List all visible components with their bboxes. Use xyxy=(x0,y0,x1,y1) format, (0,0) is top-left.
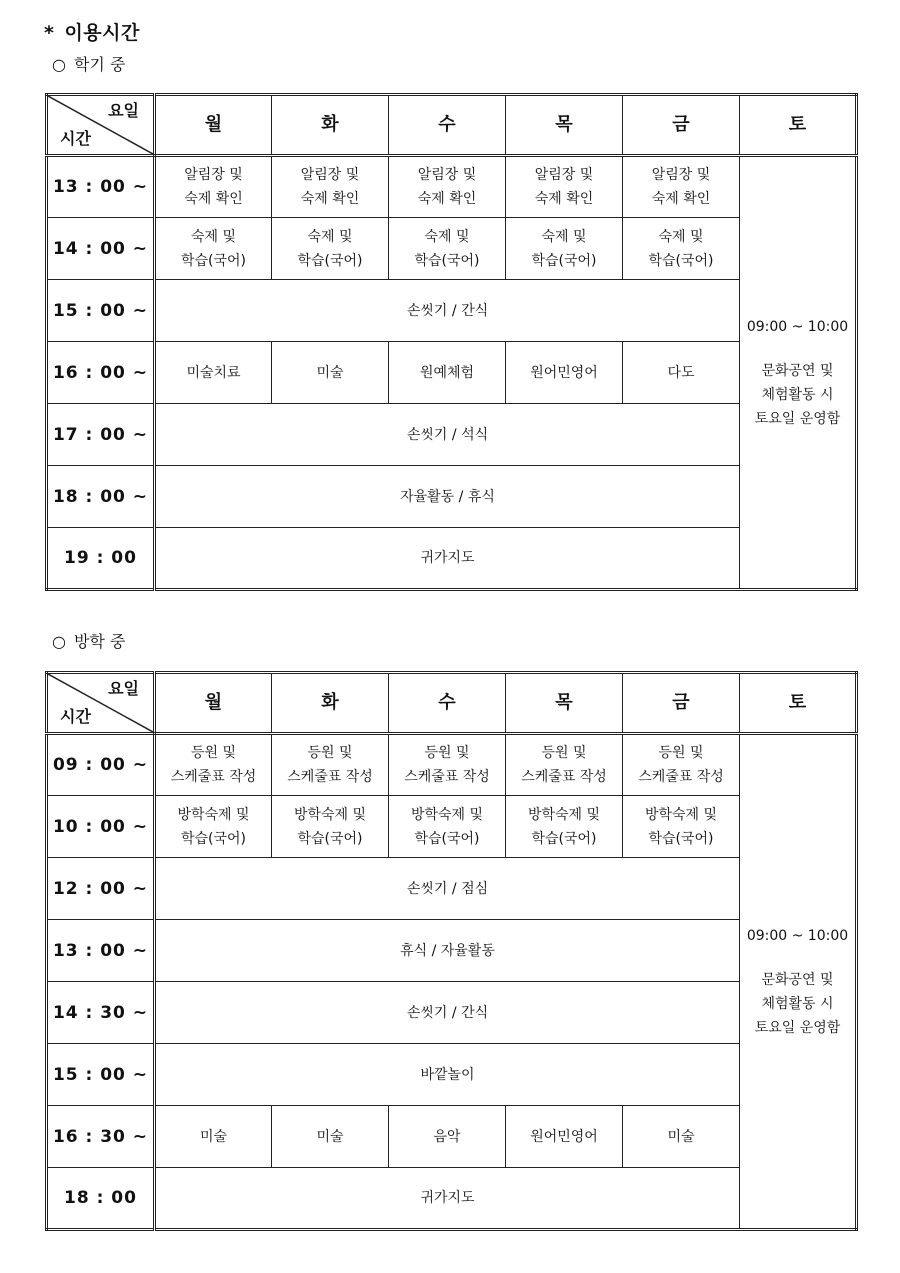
activity-cell xyxy=(272,218,389,280)
time-cell: 18 : 00 xyxy=(47,1168,155,1230)
activity-text: 숙제 확인 xyxy=(300,191,360,207)
time-cell: 15 : 00 ~ xyxy=(47,280,155,342)
activity-text: 원어민영어 xyxy=(530,1128,598,1145)
day-header: 수 xyxy=(389,95,506,156)
activity-cell xyxy=(272,796,389,858)
time-cell: 19 : 00 xyxy=(47,528,155,590)
activity-text: 방학숙제 및 xyxy=(644,806,718,823)
activity-cell-merged: 손씻기 / 간식 xyxy=(155,982,740,1044)
time-cell: 13 : 00 ~ xyxy=(47,920,155,982)
saturday-note: 문화공연 및 xyxy=(761,362,834,379)
activity-text: 학습(국어) xyxy=(180,830,247,847)
table-row xyxy=(47,528,857,590)
activity-text: 미술치료 xyxy=(186,364,241,381)
activity-cell xyxy=(389,1106,506,1168)
activity-text: 학습(국어) xyxy=(414,252,480,269)
activity-text: 알림장 및 xyxy=(534,167,594,183)
day-header: 토 xyxy=(740,95,857,156)
activity-text: 알림장 및 xyxy=(184,167,243,183)
activity-text: 숙제 확인 xyxy=(184,191,243,207)
vacation-subtitle-text: 방학 중 xyxy=(73,632,126,651)
activity-cell xyxy=(623,734,740,796)
saturday-cell xyxy=(740,156,857,590)
activity-text: 알림장 및 xyxy=(300,167,360,183)
table-row xyxy=(47,280,857,342)
activity-text: 스케줄표 작성 xyxy=(170,769,257,785)
activity-text: 스케줄표 작성 xyxy=(287,769,373,785)
activity-cell-merged: 자율활동 / 휴식 xyxy=(155,466,740,528)
activity-cell xyxy=(155,796,272,858)
activity-cell xyxy=(623,342,740,404)
activity-text: 미술 xyxy=(199,1128,228,1145)
circle-icon: ○ xyxy=(52,55,66,74)
saturday-hours: 09:00 ~ 10:00 xyxy=(746,318,849,335)
title-text: 이용시간 xyxy=(64,22,140,44)
activity-text: 미술 xyxy=(316,1128,344,1145)
activity-cell xyxy=(155,342,272,404)
day-header: 화 xyxy=(272,673,389,734)
table-row xyxy=(47,1168,857,1230)
table-row xyxy=(47,858,857,920)
activity-cell xyxy=(272,342,389,404)
time-cell: 17 : 00 ~ xyxy=(47,404,155,466)
time-cell: 14 : 30 ~ xyxy=(47,982,155,1044)
activity-cell xyxy=(506,1106,623,1168)
activity-cell xyxy=(389,796,506,858)
corner-cell xyxy=(47,673,155,734)
day-header: 목 xyxy=(506,673,623,734)
saturday-note: 문화공연 및 xyxy=(761,971,834,988)
activity-text: 숙제 확인 xyxy=(651,191,711,207)
activity-cell xyxy=(623,1106,740,1168)
day-header: 금 xyxy=(623,95,740,156)
day-header: 목 xyxy=(506,95,623,156)
activity-text: 방학숙제 및 xyxy=(293,806,367,823)
activity-text: 학습(국어) xyxy=(180,252,247,269)
activity-cell-merged: 손씻기 / 석식 xyxy=(155,404,740,466)
activity-cell xyxy=(506,156,623,218)
day-header: 월 xyxy=(155,673,272,734)
activity-text: 학습(국어) xyxy=(297,830,363,847)
time-cell: 10 : 00 ~ xyxy=(47,796,155,858)
activity-text: 학습(국어) xyxy=(297,252,363,269)
table-row xyxy=(47,342,857,404)
corner-day-label: 요일 xyxy=(108,101,139,120)
activity-cell xyxy=(155,218,272,280)
activity-text: 등원 및 xyxy=(190,745,237,761)
activity-cell xyxy=(506,218,623,280)
activity-cell xyxy=(389,342,506,404)
time-cell: 16 : 00 ~ xyxy=(47,342,155,404)
activity-cell xyxy=(389,156,506,218)
header-row xyxy=(47,95,857,156)
table-row xyxy=(47,156,857,218)
page-title xyxy=(44,18,140,45)
activity-cell-merged: 휴식 / 자율활동 xyxy=(155,920,740,982)
activity-text: 등원 및 xyxy=(658,745,704,761)
activity-text: 등원 및 xyxy=(307,745,353,761)
time-cell: 12 : 00 ~ xyxy=(47,858,155,920)
table-row xyxy=(47,796,857,858)
activity-cell xyxy=(623,156,740,218)
activity-cell-merged: 바깥놀이 xyxy=(155,1044,740,1106)
activity-text: 방학숙제 및 xyxy=(177,806,250,823)
saturday-note: 체험활동 시 xyxy=(761,386,834,403)
activity-cell xyxy=(155,156,272,218)
activity-text: 학습(국어) xyxy=(531,830,597,847)
activity-cell xyxy=(272,1106,389,1168)
activity-text: 알림장 및 xyxy=(417,167,477,183)
activity-text: 학습(국어) xyxy=(531,252,597,269)
activity-text: 숙제 및 xyxy=(658,228,704,245)
saturday-note: 토요일 운영함 xyxy=(754,410,841,427)
activity-cell-merged: 손씻기 / 점심 xyxy=(155,858,740,920)
vacation-subtitle xyxy=(52,629,125,652)
activity-cell xyxy=(506,734,623,796)
semester-subtitle-text: 학기 중 xyxy=(73,55,126,74)
activity-cell xyxy=(155,1106,272,1168)
activity-cell xyxy=(389,734,506,796)
table-row xyxy=(47,218,857,280)
activity-text: 등원 및 xyxy=(424,745,470,761)
time-cell: 13 : 00 ~ xyxy=(47,156,155,218)
activity-text: 원어민영어 xyxy=(530,364,598,381)
table-row xyxy=(47,466,857,528)
activity-cell xyxy=(272,734,389,796)
day-header: 화 xyxy=(272,95,389,156)
activity-cell xyxy=(623,796,740,858)
activity-text: 숙제 확인 xyxy=(534,191,594,207)
day-header: 금 xyxy=(623,673,740,734)
activity-text: 숙제 및 xyxy=(541,228,587,245)
activity-text: 방학숙제 및 xyxy=(410,806,484,823)
activity-cell xyxy=(506,796,623,858)
activity-text: 숙제 및 xyxy=(424,228,470,245)
time-cell: 18 : 00 ~ xyxy=(47,466,155,528)
activity-text: 방학숙제 및 xyxy=(527,806,601,823)
activity-text: 스케줄표 작성 xyxy=(638,769,724,785)
saturday-note: 토요일 운영함 xyxy=(754,1019,841,1036)
table-row xyxy=(47,734,857,796)
table-row xyxy=(47,1044,857,1106)
day-header: 월 xyxy=(155,95,272,156)
table-row xyxy=(47,920,857,982)
time-cell: 14 : 00 ~ xyxy=(47,218,155,280)
activity-cell xyxy=(155,734,272,796)
day-header: 수 xyxy=(389,673,506,734)
vacation-schedule-table xyxy=(45,671,858,1231)
activity-text: 숙제 확인 xyxy=(417,191,477,207)
table-row xyxy=(47,982,857,1044)
semester-subtitle xyxy=(52,52,125,75)
semester-schedule-table xyxy=(45,93,858,591)
activity-text: 스케줄표 작성 xyxy=(404,769,490,785)
activity-cell xyxy=(272,156,389,218)
activity-text: 음악 xyxy=(433,1128,461,1145)
activity-text: 숙제 및 xyxy=(307,228,353,245)
activity-cell xyxy=(623,218,740,280)
day-header: 토 xyxy=(740,673,857,734)
saturday-cell xyxy=(740,734,857,1230)
activity-text: 원예체험 xyxy=(419,364,475,381)
activity-text: 미술 xyxy=(667,1128,695,1145)
title-star: * xyxy=(44,22,55,44)
time-cell: 15 : 00 ~ xyxy=(47,1044,155,1106)
activity-text: 다도 xyxy=(667,364,695,381)
table-row xyxy=(47,404,857,466)
activity-text: 등원 및 xyxy=(541,745,587,761)
corner-time-label: 시간 xyxy=(60,707,91,726)
corner-cell xyxy=(47,95,155,156)
circle-icon: ○ xyxy=(52,632,66,651)
activity-text: 미술 xyxy=(316,364,344,381)
saturday-note: 체험활동 시 xyxy=(761,995,834,1012)
activity-cell-merged: 귀가지도 xyxy=(155,528,740,590)
saturday-hours: 09:00 ~ 10:00 xyxy=(746,927,849,944)
activity-cell xyxy=(389,218,506,280)
time-cell: 09 : 00 ~ xyxy=(47,734,155,796)
activity-text: 학습(국어) xyxy=(648,830,714,847)
header-row xyxy=(47,673,857,734)
activity-text: 학습(국어) xyxy=(648,252,714,269)
time-cell: 16 : 30 ~ xyxy=(47,1106,155,1168)
activity-cell-merged: 귀가지도 xyxy=(155,1168,740,1230)
activity-text: 스케줄표 작성 xyxy=(521,769,607,785)
table-row xyxy=(47,1106,857,1168)
activity-text: 숙제 및 xyxy=(190,228,237,245)
corner-day-label: 요일 xyxy=(108,679,139,698)
activity-text: 학습(국어) xyxy=(414,830,480,847)
activity-cell-merged: 손씻기 / 간식 xyxy=(155,280,740,342)
activity-cell xyxy=(506,342,623,404)
corner-time-label: 시간 xyxy=(60,129,91,148)
activity-text: 알림장 및 xyxy=(651,167,711,183)
